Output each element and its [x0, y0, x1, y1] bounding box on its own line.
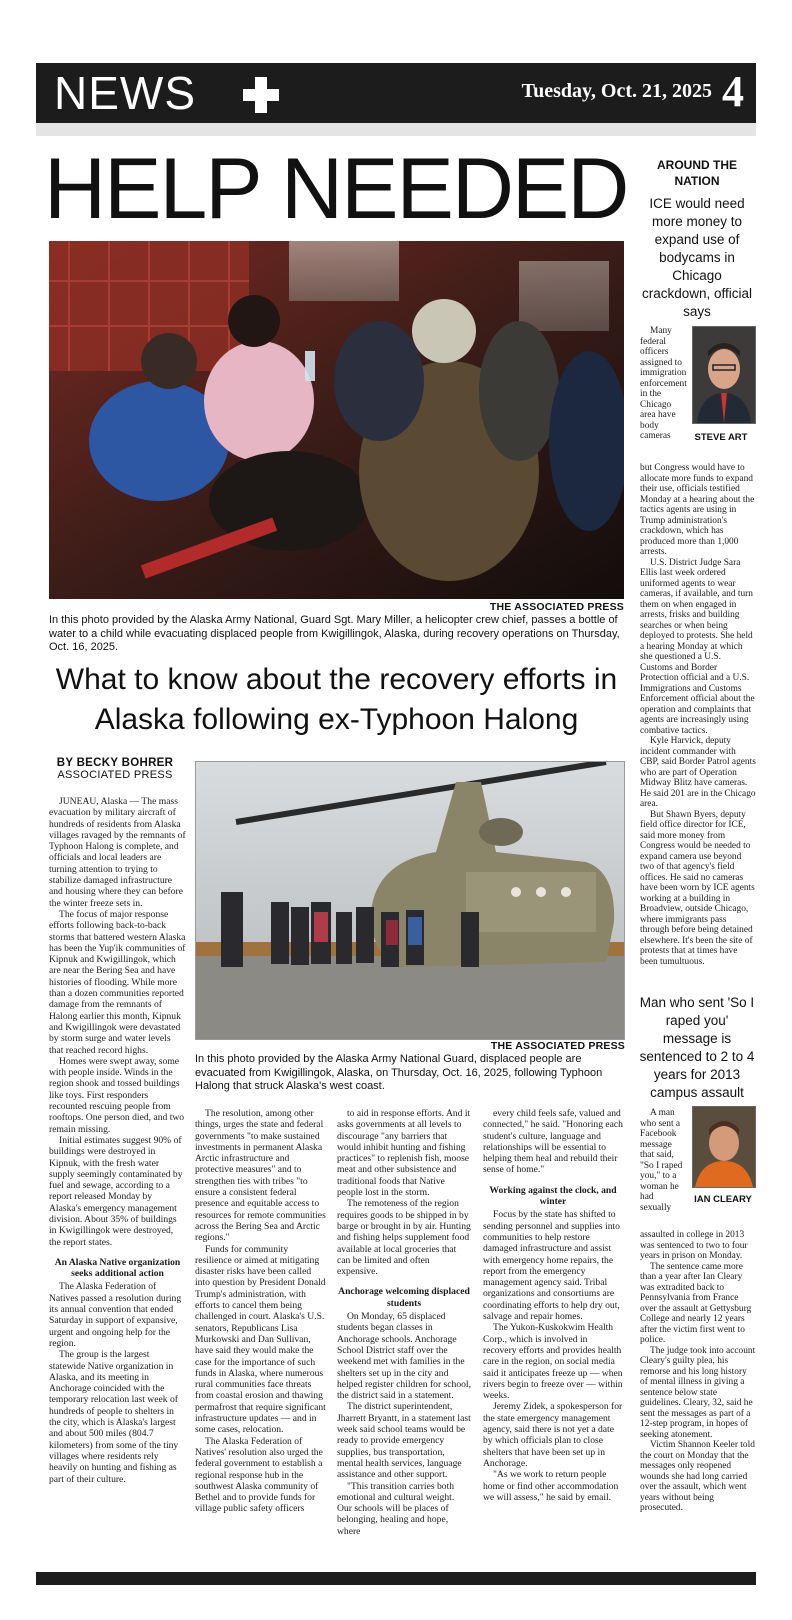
chinook-evacuation-photo [195, 761, 625, 1040]
sidebar-story1-narrow [640, 326, 688, 442]
article-column-1 [49, 796, 186, 1485]
story-headline: What to know about the recovery efforts in Alaska following ex-Typhoon Halong [55, 663, 618, 736]
paragraph: Many federal officers assigned to immigration enforcement in the Chicago area have body cameras [640, 326, 687, 441]
sidebar-story1-headline: ICE would need more money to expand use of bodycams in Chicago crackdown, official says [641, 196, 753, 319]
paragraph: "As we work to return people home or find other accommodation we will assess," he said by email. [483, 1469, 619, 1503]
paragraph: Victim Shannon Keeler told the court on Monday that the messages only reopened wounds she had long carried over the assault, which went years without being prosecuted. [640, 1440, 755, 1513]
paragraph: The remoteness of the region requires goods to be shipped in by barge or brought in by air. Hunting and fishing helps supplement food available at local groceries that can be limited and often expensive. [337, 1198, 471, 1278]
paragraph: The Yukon-Kuskokwim Health Corp., which is involved in recovery efforts and provides health care in the region, on social media said it anticipates freeze up — when rivers begin to freeze over — within weeks. [483, 1322, 623, 1402]
paragraph: The sentence came more than a year after Ian Cleary was extradited back to Pennsylvania from France over the assault at Gettysburg College and nearly 12 years after the victim first went to police. [640, 1261, 752, 1345]
paragraph: Kyle Harvick, deputy incident commander with CBP, said Border Patrol agents who are part of Operation Midway Blitz have cameras. He said 201 are in the Chicago area. [640, 736, 756, 809]
paragraph: The judge took into account Cleary's guilty plea, his remorse and his long history of mental illness in giving a sentence below state guidelines. Cleary, 32, said he sent the messages as part of a 12-step program, in hopes of seeking atonement. [640, 1345, 756, 1440]
subhead: Working against the clock, and winter [489, 1184, 617, 1208]
byline [50, 757, 180, 781]
paragraph: Focus by the state has shifted to sending personnel and supplies into communities to help restore damaged infrastructure and assist with emergency home repairs, the report from the emergency management agency said. Tribal organizations and consortiums are coordinating efforts to help dry out, salvage and repair homes. [483, 1209, 620, 1323]
paragraph: "This transition carries both emotional and cultural weight. Our schools will be places of belonging, healing and hope, where [337, 1480, 455, 1537]
helicopter-interior-photo [49, 241, 624, 599]
paragraph: to aid in response efforts. And it asks governments at all levels to discourage "any barriers that would inhibit hunting and fishing practices" to replenish fish, moose meat and other subsistence and traditional foods that Native people lost in the storm. [337, 1108, 471, 1199]
byline-author: BY BECKY BOHRER [56, 757, 174, 769]
paragraph: JUNEAU, Alaska — The mass evacuation by military aircraft of hundreds of residents from Alaska villages ravaged by the remnants of Typhoon Halong is complete, and officials and local leaders are turning attention to trying to stabilize damaged infrastructure and housing where they can before the winter freeze sets in. [49, 796, 186, 909]
subhead: An Alaska Native organization seeks additional action [54, 1256, 181, 1280]
paragraph: The district superintendent, Jharrett Bryantt, in a statement last week said school teams would be ready to provide emergency supplies, bus transportation, mental health services, language assistance and other support. [337, 1401, 471, 1481]
masthead-rule [36, 123, 756, 136]
steve-art-caption: STEVE ART [694, 432, 748, 443]
sidebar-story2-body [640, 1230, 756, 1514]
paragraph: Funds for community resilience or aimed at mitigating disaster risks have been called into question by President Donald Trump's administration, with efforts to cancel them being challenged in court. Alaska's U.S. senators, Republicans Lisa Murkowski and Dan Sullivan, have said they would make the case for the importance of such funds in Alaska, where numerous rural communities face threats from coastal erosion and thawing permafrost that require significant infrastructure updates — and in some cases, relocation. [195, 1243, 326, 1436]
paragraph: The group is the largest statewide Native organization in Alaska, and its meeting in Anchorage coincided with the temporary relocation last week of hundreds of people to shelters in the city, which is Alaska's largest and about 500 miles (804.7 kilometers) from some of the tiny villages where residents rely heavily on hunting and fishing as part of their culture. [49, 1349, 179, 1485]
masthead [36, 63, 756, 123]
ian-cleary-photo [692, 1106, 756, 1188]
paragraph: But Shawn Byers, deputy field office director for ICE, said more money from Congress would be needed to expand camera use beyond two of that agency's field offices. He said no cameras have been worn by ICE agents working at a building in Broadview, outside Chicago, where immigrants pass through before being detained elsewhere. It's been the site of protests that at times have been tumultuous. [640, 809, 755, 967]
page-number: 4 [722, 67, 744, 116]
article-column-4 [483, 1108, 623, 1503]
steve-art-photo [692, 326, 756, 424]
paragraph: but Congress would have to allocate more funds to expand their use, officials testified Monday at a hearing about the tactics agents are using in Trump administration's crackdown, which has produced more than 1,000 arrests. [640, 463, 755, 557]
paragraph: The Alaska Federation of Natives' resolution also urged the federal government to establish a regional response hub in the southwest Alaska community of Bethel and to provide funds for village public safety officers [195, 1435, 323, 1515]
paragraph: The focus of major response efforts following back-to-back storms that battered western Alaska has been the Yup'ik communities of Kipnuk and Kwigillingok, which are near the Bering Sea and have histories of flooding. While more than a dozen communities reported damage from the remnants of Halong earlier this month, Kipnuk and Kwigillingok were devastated by storm surge and water levels that reached record highs. [49, 908, 186, 1056]
issue-date: Tuesday, Oct. 21, 2025 [521, 80, 712, 102]
paragraph: A man who sent a Facebook message that said, "So I raped you," to a woman he had sexually [640, 1108, 683, 1213]
paragraph: Jeremy Zidek, a spokesperson for the state emergency management agency, said there is not yet a date by which officials plan to close shelters that have been set up in Anchorage. [483, 1401, 623, 1469]
sidebar-story1-body [640, 463, 756, 967]
byline-org: ASSOCIATED PRESS [57, 769, 173, 781]
sidebar-story2-headline: Man who sent 'So I raped you' message is sentenced to 2 to 4 years for 2013 campus assault [639, 995, 755, 1100]
footer-bar [36, 1572, 756, 1585]
paragraph: every child feels safe, valued and connected," he said. "Honoring each student's culture, language and relationships will be essential to helping them heal and rebuild their sense of home." [483, 1108, 623, 1176]
photo1-credit: THE ASSOCIATED PRESS [489, 601, 624, 613]
sidebar-title: AROUND THE NATION [657, 158, 737, 188]
paragraph: Initial estimates suggest 90% of buildings were destroyed in Kipnuk, with the fresh water supply seemingly contaminated by fuel and sewage, according to a report released Monday by Alaska's emergency management division. About 35% of buildings in Kwigillingok were destroyed, the report states. [49, 1134, 183, 1248]
paragraph: The resolution, among other things, urges the state and federal governments "to make sustained investments in permanent Alaska Arctic infrastructure and protective measures" and to strengthen ties with tribes "to ensure a consistent federal presence and equitable access to resources for remote communities across the Bering Sea and Arctic regions." [195, 1108, 326, 1244]
paragraph: Homes were swept away, some with people inside. Winds in the region shook and tossed buildings like toys. First responders recounted rescuing people from rooftops. One person died, and two remain missing. [49, 1055, 185, 1135]
ian-cleary-caption: IAN CLEARY [694, 1194, 752, 1205]
page-headline: HELP NEEDED [44, 141, 628, 237]
plus-icon [241, 77, 281, 113]
paragraph: The Alaska Federation of Natives passed a resolution during its annual convention that ended Saturday in support of expansive, urgent and ongoing help for the region. [49, 1281, 182, 1349]
subhead: Anchorage welcoming displaced students [338, 1286, 470, 1309]
article-column-3 [337, 1108, 471, 1537]
photo1-caption: In this photo provided by the Alaska Army National, Guard Sgt. Mary Miller, a helicopter crew chief, passes a bottle of water to a child while evacuating displaced people from Kwigillingok, Alaska, during recovery operations on Thursday, Oct. 16, 2025. [49, 614, 620, 653]
photo2-credit: THE ASSOCIATED PRESS [490, 1040, 625, 1052]
paragraph: U.S. District Judge Sara Ellis last week ordered uniformed agents to wear cameras, if available, and turn them on when engaged in arrests, frisks and building searches or when being deployed to protests. She held a hearing Monday at which she questioned a U.S. Customs and Border Protection official and a U.S. Immigrations and Customs Enforcement official about the operation and complaints that agents are increasingly using combative tactics. [640, 557, 755, 736]
article-column-2 [195, 1108, 327, 1515]
section-name: NEWS [54, 67, 196, 119]
paragraph: assaulted in college in 2013 was sentenced to two to four years in prison on Monday. [640, 1230, 748, 1261]
sidebar-story2-narrow [640, 1108, 686, 1213]
paragraph: On Monday, 65 displaced students began classes in Anchorage schools. Anchorage School District staff over the weekend met with families in the shelters set up in the city and helped register children for school, the district said in a statement. [337, 1311, 471, 1402]
photo2-caption: In this photo provided by the Alaska Army National Guard, displaced people are evacuated from Kwigillingok, Alaska, on Thursday, Oct. 16, 2025, following Typhoon Halong that struck Alaska's west coast. [195, 1053, 603, 1092]
